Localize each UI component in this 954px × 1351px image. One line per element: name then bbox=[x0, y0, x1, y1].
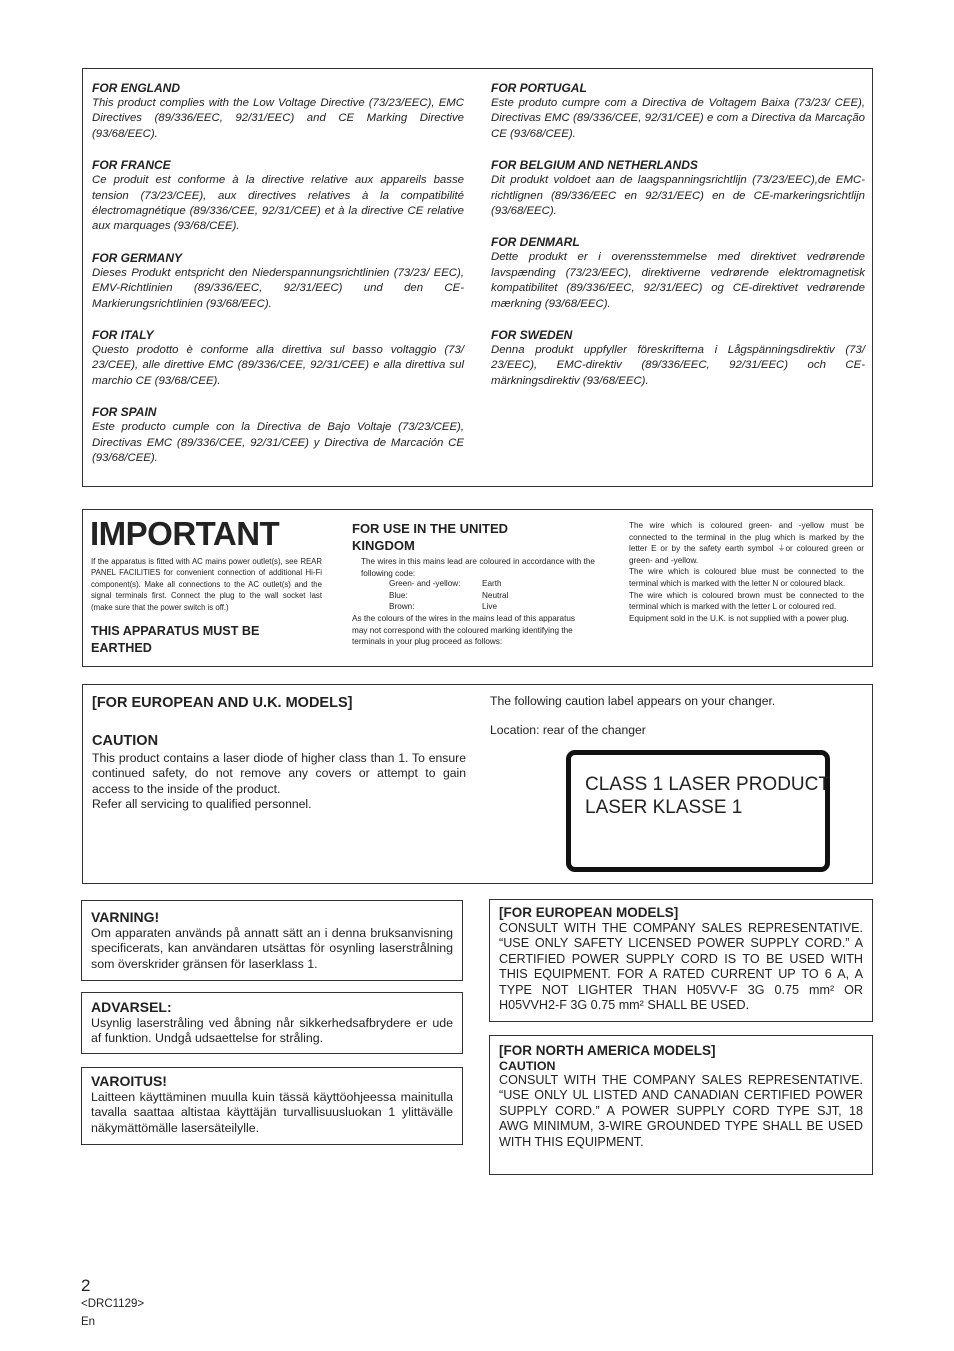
directive-portugal: FOR PORTUGAL Este produto cumpre com a Directiva de Voltagem Baixa (73/23/ CEE), Directivas EMC (89/336/CEE, 92/31/CEE) e com a Directiva da Marcação CE (93/68/CEE). bbox=[491, 81, 865, 140]
directive-germany: FOR GERMANY Dieses Produkt entspricht den Niederspannungsrichtlinien (73/23/ EEC), EMV-Richtlinien (89/336/EEC, 92/31/EEC) und den CE-Markierungsrichtlinien (93/68/EEC). bbox=[92, 250, 464, 310]
page-number: 2 bbox=[81, 1276, 91, 1295]
north-america-box bbox=[489, 1035, 873, 1175]
european-models-box bbox=[489, 899, 873, 1022]
wire-row: Blue: Neutral bbox=[389, 590, 509, 600]
directives-left-column bbox=[92, 80, 464, 482]
directive-denmark: FOR DENMARL Dette produkt er i overensstemmelse med direktivet vedrørende lavspænding (73/23/EEC), direktiverne vedrørende elektromagnetisk kompatibilitet (89/336/EEC, 92/31/EEC) og CE-direktivet vedrørende mærkning (93/68/EEC). bbox=[491, 235, 865, 310]
directive-spain: FOR SPAIN Este producto cumple con la Directiva de Bajo Voltaje (73/23/CEE), Directivas EMC (89/336/CEE, 92/31/CEE) y Directiva de Marcación CE (93/68/CEE). bbox=[92, 405, 464, 465]
wiring-instructions: The wire which is coloured green- and -yellow must be connected to the terminal in the plug which is marked by the letter E or by the safety earth symbol ⏚or coloured green or green- and -yellow. The wire which is coloured blue must be connected to the terminal which is marked with the letter N or coloured black. The wire which is coloured brown must be connected to the terminal which is marked with the letter L or coloured red. Equipment sold in the U.K. is not supplied with a power plug. bbox=[629, 521, 864, 623]
earthed-notice: THIS APPARATUS MUST BE EARTHED bbox=[91, 624, 260, 655]
warning-advarsel: ADVARSEL: Usynlig laserstråling ved åbning når sikkerhedsafbrydere er ude af funktion. Undgå udsaettelse for stråling. bbox=[81, 992, 463, 1054]
document-code: <DRC1129> bbox=[81, 1298, 145, 1310]
directives-box bbox=[82, 68, 873, 487]
uk-heading: FOR USE IN THE UNITED KINGDOM bbox=[352, 521, 509, 553]
european-models-heading: [FOR EUROPEAN MODELS] bbox=[499, 905, 679, 920]
directive-france: FOR FRANCE Ce produit est conforme à la directive relative aux appareils basse tension (73/23/CEE), aux directives relatives à la compatibilité électromagnétique (89/336/CEE, 92/31/CEE) et à la directive CE relative aux marquages (93/68/CEE). bbox=[92, 158, 464, 233]
laser-class-label bbox=[566, 750, 830, 872]
laser-caution-text: This product contains a laser diode of higher class than 1. To ensure continued safety, do not remove any covers or attempt to gain access to the inside of the product. Refer all servicing to qualified personnel. bbox=[92, 751, 466, 812]
uk-note: As the colours of the wires in the mains lead of this apparatus may not correspond with the coloured marking identifying the terminals in your plug proceed as follows: bbox=[352, 614, 576, 647]
north-america-text: CONSULT WITH THE COMPANY SALES REPRESENTATIVE. “USE ONLY UL LISTED AND CANADIAN CERTIFIED POWER SUPPLY CORD.” A POWER SUPPLY CORD TYPE SJT, 18 AWG MINIMUM, 3-WIRE GROUNDED TYPE SHALL BE USED WITH THIS EQUIPMENT. bbox=[499, 1073, 863, 1149]
directive-england: FOR ENGLAND This product complies with the Low Voltage Directive (73/23/EEC), EMC Directives (89/336/EEC, 92/31/EEC) and CE Marking Directive (93/68/EEC). bbox=[92, 81, 464, 140]
important-title: IMPORTANT bbox=[90, 515, 280, 552]
directive-belgium-netherlands: FOR BELGIUM AND NETHERLANDS Dit produkt voldoet aan de laagspanningsrichtlijn (73/23/EEC),de EMC-richtlignen (89/336/EEC en 92/31/EEC) en de CE-markeringsrichtlijn (93/68/EEC). bbox=[491, 158, 865, 218]
european-models-text: CONSULT WITH THE COMPANY SALES REPRESENTATIVE. “USE ONLY SAFETY LICENSED POWER SUPPLY CORD.” A CERTIFIED POWER SUPPLY CORD IS TO BE USED WITH THIS EQUIPMENT. FOR A RATED CURRENT UP TO 6 A, A TYPE NOT LIGHTER THAN H05VV-F 3G 0.75 mm² OR H05VVH2-F 3G 0.75 mm² SHALL BE USED. bbox=[499, 921, 863, 1013]
important-box bbox=[82, 509, 873, 667]
no-plug-note: Equipment sold in the U.K. is not supplied with a power plug. bbox=[629, 613, 849, 623]
north-america-heading: [FOR NORTH AMERICA MODELS] bbox=[499, 1043, 716, 1058]
label-location: Location: rear of the changer bbox=[490, 723, 646, 737]
important-intro: If the apparatus is fitted with AC mains power outlet(s), see REAR PANEL FACILITIES for convenient connection of additional Hi-Fi component(s). Make all connections to the AC outlet(s) and the signal terminals first. Connect the plug to the wall socket last (make sure that the power switch is off.) bbox=[91, 557, 322, 612]
laser-label-line1: CLASS 1 LASER PRODUCT bbox=[585, 774, 830, 795]
wire-row: Green- and -yellow: Earth bbox=[389, 579, 502, 588]
uk-code-intro: The wires in this mains lead are coloured in accordance with the following code: bbox=[361, 557, 595, 578]
wire-row: Brown: Live bbox=[389, 602, 498, 612]
caution-heading: CAUTION bbox=[92, 733, 159, 749]
warning-varning: VARNING! Om apparaten används på annatt sätt an i denna bruksanvisning specificerats, kan användaren utsättas för osynling laserstrålning som överskrider gränsen för laserklass 1. bbox=[81, 900, 463, 981]
directive-italy: FOR ITALY Questo prodotto è conforme alla direttiva sul basso voltaggio (73/ 23/CEE), alle direttive EMC (89/336/CEE, 92/31/CEE) e alla direttiva sul marchio CE (93/68/CEE). bbox=[92, 328, 464, 387]
laser-caution-box bbox=[82, 684, 873, 884]
wire-table bbox=[389, 578, 589, 613]
warning-varoitus: VAROITUS! Laitteen käyttäminen muulla kuin tässä käyttöohjeessa mainitulla tavalla saattaa altistaa käyttäjän turvallisuusluokan 1 ylittävälle näkymättömälle lasersäteilylle. bbox=[81, 1067, 463, 1145]
laser-label-line2: LASER KLASSE 1 bbox=[585, 797, 743, 818]
north-america-caution: CAUTION bbox=[499, 1059, 556, 1073]
language-code: En bbox=[81, 1316, 96, 1328]
eu-uk-models-heading: [FOR EUROPEAN AND U.K. MODELS] bbox=[92, 695, 353, 711]
directives-right-column bbox=[491, 80, 865, 404]
label-note: The following caution label appears on your changer. bbox=[490, 694, 776, 708]
directive-sweden: FOR SWEDEN Denna produkt uppfyller föreskrifterna i Lågspänningsdirektiv (73/ 23/EEC), EMC-direktiv (89/336/EEC, 92/31/EEC) och CE-märkningsdirektiv (93/68/EEC). bbox=[491, 328, 865, 387]
